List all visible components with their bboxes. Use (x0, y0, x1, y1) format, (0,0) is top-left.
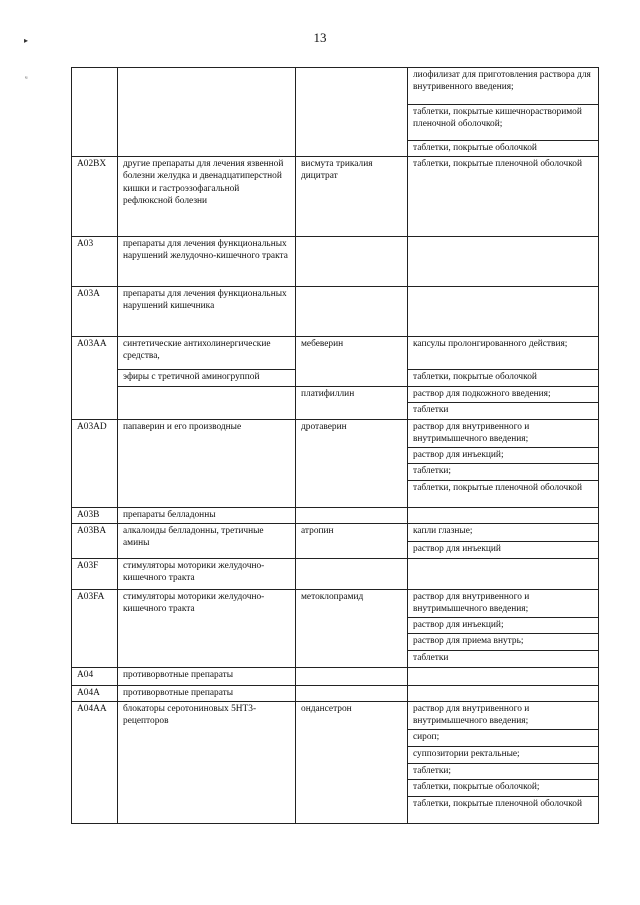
atc-code-cell: A03 (72, 237, 118, 287)
table-row (72, 337, 599, 370)
table-row (72, 507, 599, 523)
drug-cell (296, 558, 408, 589)
table-row (72, 237, 599, 287)
table-row (72, 685, 599, 701)
table-row (72, 157, 599, 237)
page-number: 13 (313, 30, 327, 45)
form-cell: раствор для внутривенного и внутримышечного введения; (408, 419, 599, 447)
form-cell: таблетки, покрытые оболочкой; (408, 779, 599, 796)
table-row (72, 523, 599, 541)
table-row (72, 68, 599, 105)
group-cell: блокаторы серотониновых 5HT3-рецепторов (118, 701, 296, 823)
form-cell: раствор для внутривенного и внутримышечного введения; (408, 701, 599, 729)
drug-table (71, 67, 599, 824)
form-cell: сироп; (408, 730, 599, 746)
form-cell: капли глазные; (408, 523, 599, 541)
atc-code-cell: A03FA (72, 589, 118, 667)
drug-cell: дротаверин (296, 419, 408, 507)
form-cell: таблетки, покрытые пленочной оболочкой (408, 157, 599, 237)
scan-mark: ᵤ (25, 71, 28, 80)
atc-code-cell: A03B (72, 507, 118, 523)
group-cell: противорвотные препараты (118, 685, 296, 701)
form-cell (408, 507, 599, 523)
form-cell: лиофилизат для приготовления раствора для внутривенного введения; (408, 68, 599, 105)
group-cell: алкалоиды белладонны, третичные амины (118, 523, 296, 558)
atc-code-cell: A03F (72, 558, 118, 589)
form-cell: суппозитории ректальные; (408, 746, 599, 763)
form-cell: раствор для инъекций (408, 541, 599, 558)
drug-cell: атропин (296, 523, 408, 558)
drug-cell: мебеверин (296, 337, 408, 387)
atc-code-cell: A02BX (72, 157, 118, 237)
form-cell: таблетки, покрытые пленочной оболочкой (408, 480, 599, 507)
drug-cell (296, 68, 408, 157)
form-cell: таблетки, покрытые пленочной оболочкой (408, 796, 599, 823)
form-cell: капсулы пролонгированного действия; (408, 337, 599, 370)
table-row (72, 667, 599, 685)
table-row (72, 558, 599, 589)
form-cell: раствор для инъекций; (408, 618, 599, 634)
group-cell: другие препараты для лечения язвенной болезни желудка и двенадцатиперстной кишки и гастроэзофагальной рефлюксной болезни (118, 157, 296, 237)
drug-cell (296, 237, 408, 287)
group-cell: стимуляторы моторики желудочно-кишечного тракта (118, 589, 296, 667)
group-cell: препараты для лечения функциональных нарушений кишечника (118, 287, 296, 337)
drug-cell (296, 287, 408, 337)
group-cell: стимуляторы моторики желудочно-кишечного тракта (118, 558, 296, 589)
table-row (72, 419, 599, 447)
form-cell (408, 685, 599, 701)
drug-cell: ондансетрон (296, 701, 408, 823)
atc-code-cell: A03A (72, 287, 118, 337)
table-row (72, 589, 599, 617)
form-cell: раствор для внутривенного и внутримышечного введения; (408, 589, 599, 617)
form-cell: таблетки, покрытые кишечнорастворимой пленочной оболочкой; (408, 105, 599, 141)
group-cell (118, 68, 296, 157)
form-cell: таблетки (408, 403, 599, 419)
group-cell: папаверин и его производные (118, 419, 296, 507)
form-cell (408, 287, 599, 337)
group-cell: синтетические антихолинергические средства, (118, 337, 296, 370)
atc-code-cell: A04AA (72, 701, 118, 823)
table-row (72, 701, 599, 729)
group-cell (118, 387, 296, 419)
form-cell (408, 667, 599, 685)
form-cell: раствор для подкожного введения; (408, 387, 599, 403)
drug-cell (296, 685, 408, 701)
form-cell: таблетки; (408, 763, 599, 779)
form-cell: раствор для приема внутрь; (408, 634, 599, 650)
form-cell: раствор для инъекций; (408, 448, 599, 464)
group-cell: противорвотные препараты (118, 667, 296, 685)
form-cell: таблетки (408, 650, 599, 667)
atc-code-cell: A03BA (72, 523, 118, 558)
form-cell: таблетки, покрытые оболочкой (408, 370, 599, 387)
atc-code-cell: A04 (72, 667, 118, 685)
form-cell: таблетки, покрытые оболочкой (408, 141, 599, 157)
drug-cell: метоклопрамид (296, 589, 408, 667)
group-cell: препараты белладонны (118, 507, 296, 523)
atc-code-cell (72, 68, 118, 157)
drug-cell (296, 667, 408, 685)
table-row (72, 387, 599, 403)
group-cell: препараты для лечения функциональных нарушений желудочно-кишечного тракта (118, 237, 296, 287)
drug-cell (296, 507, 408, 523)
form-cell (408, 237, 599, 287)
drug-cell: платифиллин (296, 387, 408, 419)
atc-code-cell: A03AA (72, 337, 118, 419)
form-cell (408, 558, 599, 589)
drug-cell: висмута трикалия дицитрат (296, 157, 408, 237)
atc-code-cell: A04A (72, 685, 118, 701)
scan-mark: ▸ (24, 36, 29, 45)
atc-code-cell: A03AD (72, 419, 118, 507)
table-row (72, 287, 599, 337)
form-cell: таблетки; (408, 464, 599, 480)
group-cell: эфиры с третичной аминогруппой (118, 370, 296, 387)
